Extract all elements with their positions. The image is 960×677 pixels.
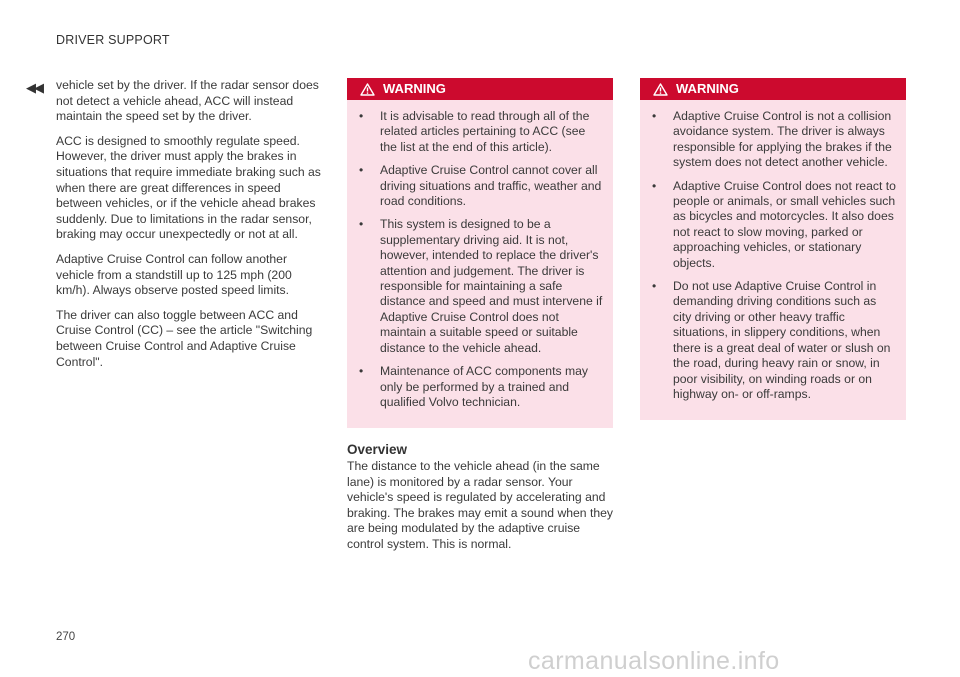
overview-heading: Overview [347, 442, 408, 458]
list-item: • It is advisable to read through all of the related articles pertaining to ACC (see the list at the end of this article). [359, 109, 590, 154]
list-item: • This system is designed to be a supplementary driving aid. It is not, however, intended to replace the driver's attention and judgement. The driver is responsible for maintaining a safe distance and speed and must intervene if Adaptive Cruise Control does not maintain a suitable speed or suitable distance to the vehicle ahead. [359, 217, 603, 355]
warning-triangle-icon [653, 83, 668, 96]
paragraph: The driver can also toggle between ACC and Cruise Control (CC) – see the article "Switching between Cruise Control and Adaptive Cruise Control". [56, 307, 313, 369]
list-item: • Adaptive Cruise Control does not react to people or animals, or small vehicles such as bicycles and motorcycles. It also does not react to slow moving, parked or approaching vehicles, or stationary objects. [652, 178, 896, 270]
warning-label: WARNING [383, 81, 446, 97]
overview-text: The distance to the vehicle ahead (in the same lane) is monitored by a radar sensor. Your vehicle's speed is regulated by accelerating and braking. The brakes may emit a sound when they are being modulated by the adaptive cruise control system. This is normal. [347, 458, 614, 551]
warning-header [640, 78, 906, 100]
list-item: • Maintenance of ACC components may only be performed by a trained and qualified Volvo technician. [359, 364, 588, 409]
warning-triangle-icon [360, 83, 375, 96]
page-number: 270 [56, 631, 76, 643]
watermark: carmanualsonline.info [528, 647, 780, 675]
warning-list [347, 100, 613, 410]
list-item: • Adaptive Cruise Control cannot cover all driving situations and traffic, weather and road conditions. [359, 163, 602, 209]
column-middle [347, 78, 613, 561]
paragraph: Adaptive Cruise Control can follow another vehicle from a standstill up to 125 mph (200 km/h). Always observe posted speed limits. [56, 251, 292, 298]
list-item: • Adaptive Cruise Control is not a collision avoidance system. The driver is always responsible for applying the brakes if the system does not detect another vehicle. [652, 109, 892, 170]
column-right [640, 78, 906, 420]
column-left [56, 78, 322, 379]
list-item: • Do not use Adaptive Cruise Control in demanding driving conditions such as city driving or other heavy traffic situations, in slippery conditions, when there is a great deal of water or slush on the road, during heavy rain or snow, in poor visibility, on winding roads or on highway on- or off-ramps. [652, 279, 891, 401]
warning-label: WARNING [676, 81, 739, 97]
back-arrows-icon[interactable]: ◀◀ [26, 80, 42, 95]
warning-header [347, 78, 613, 100]
warning-list [640, 100, 906, 402]
paragraph: ACC is designed to smoothly regulate speed. However, the driver must apply the brakes in situations that require immediate braking such as when there are great differences in speed between vehicles, or if the vehicle ahead brakes suddenly. Due to limitations in the radar sensor, braking may occur unexpectedly or not at all. [56, 133, 321, 242]
paragraph: vehicle set by the driver. If the radar sensor does not detect a vehicle ahead, ACC will instead maintain the speed set by the driver. [56, 78, 319, 124]
section-title: DRIVER SUPPORT [56, 33, 170, 47]
warning-box [640, 78, 906, 420]
warning-box [347, 78, 613, 428]
